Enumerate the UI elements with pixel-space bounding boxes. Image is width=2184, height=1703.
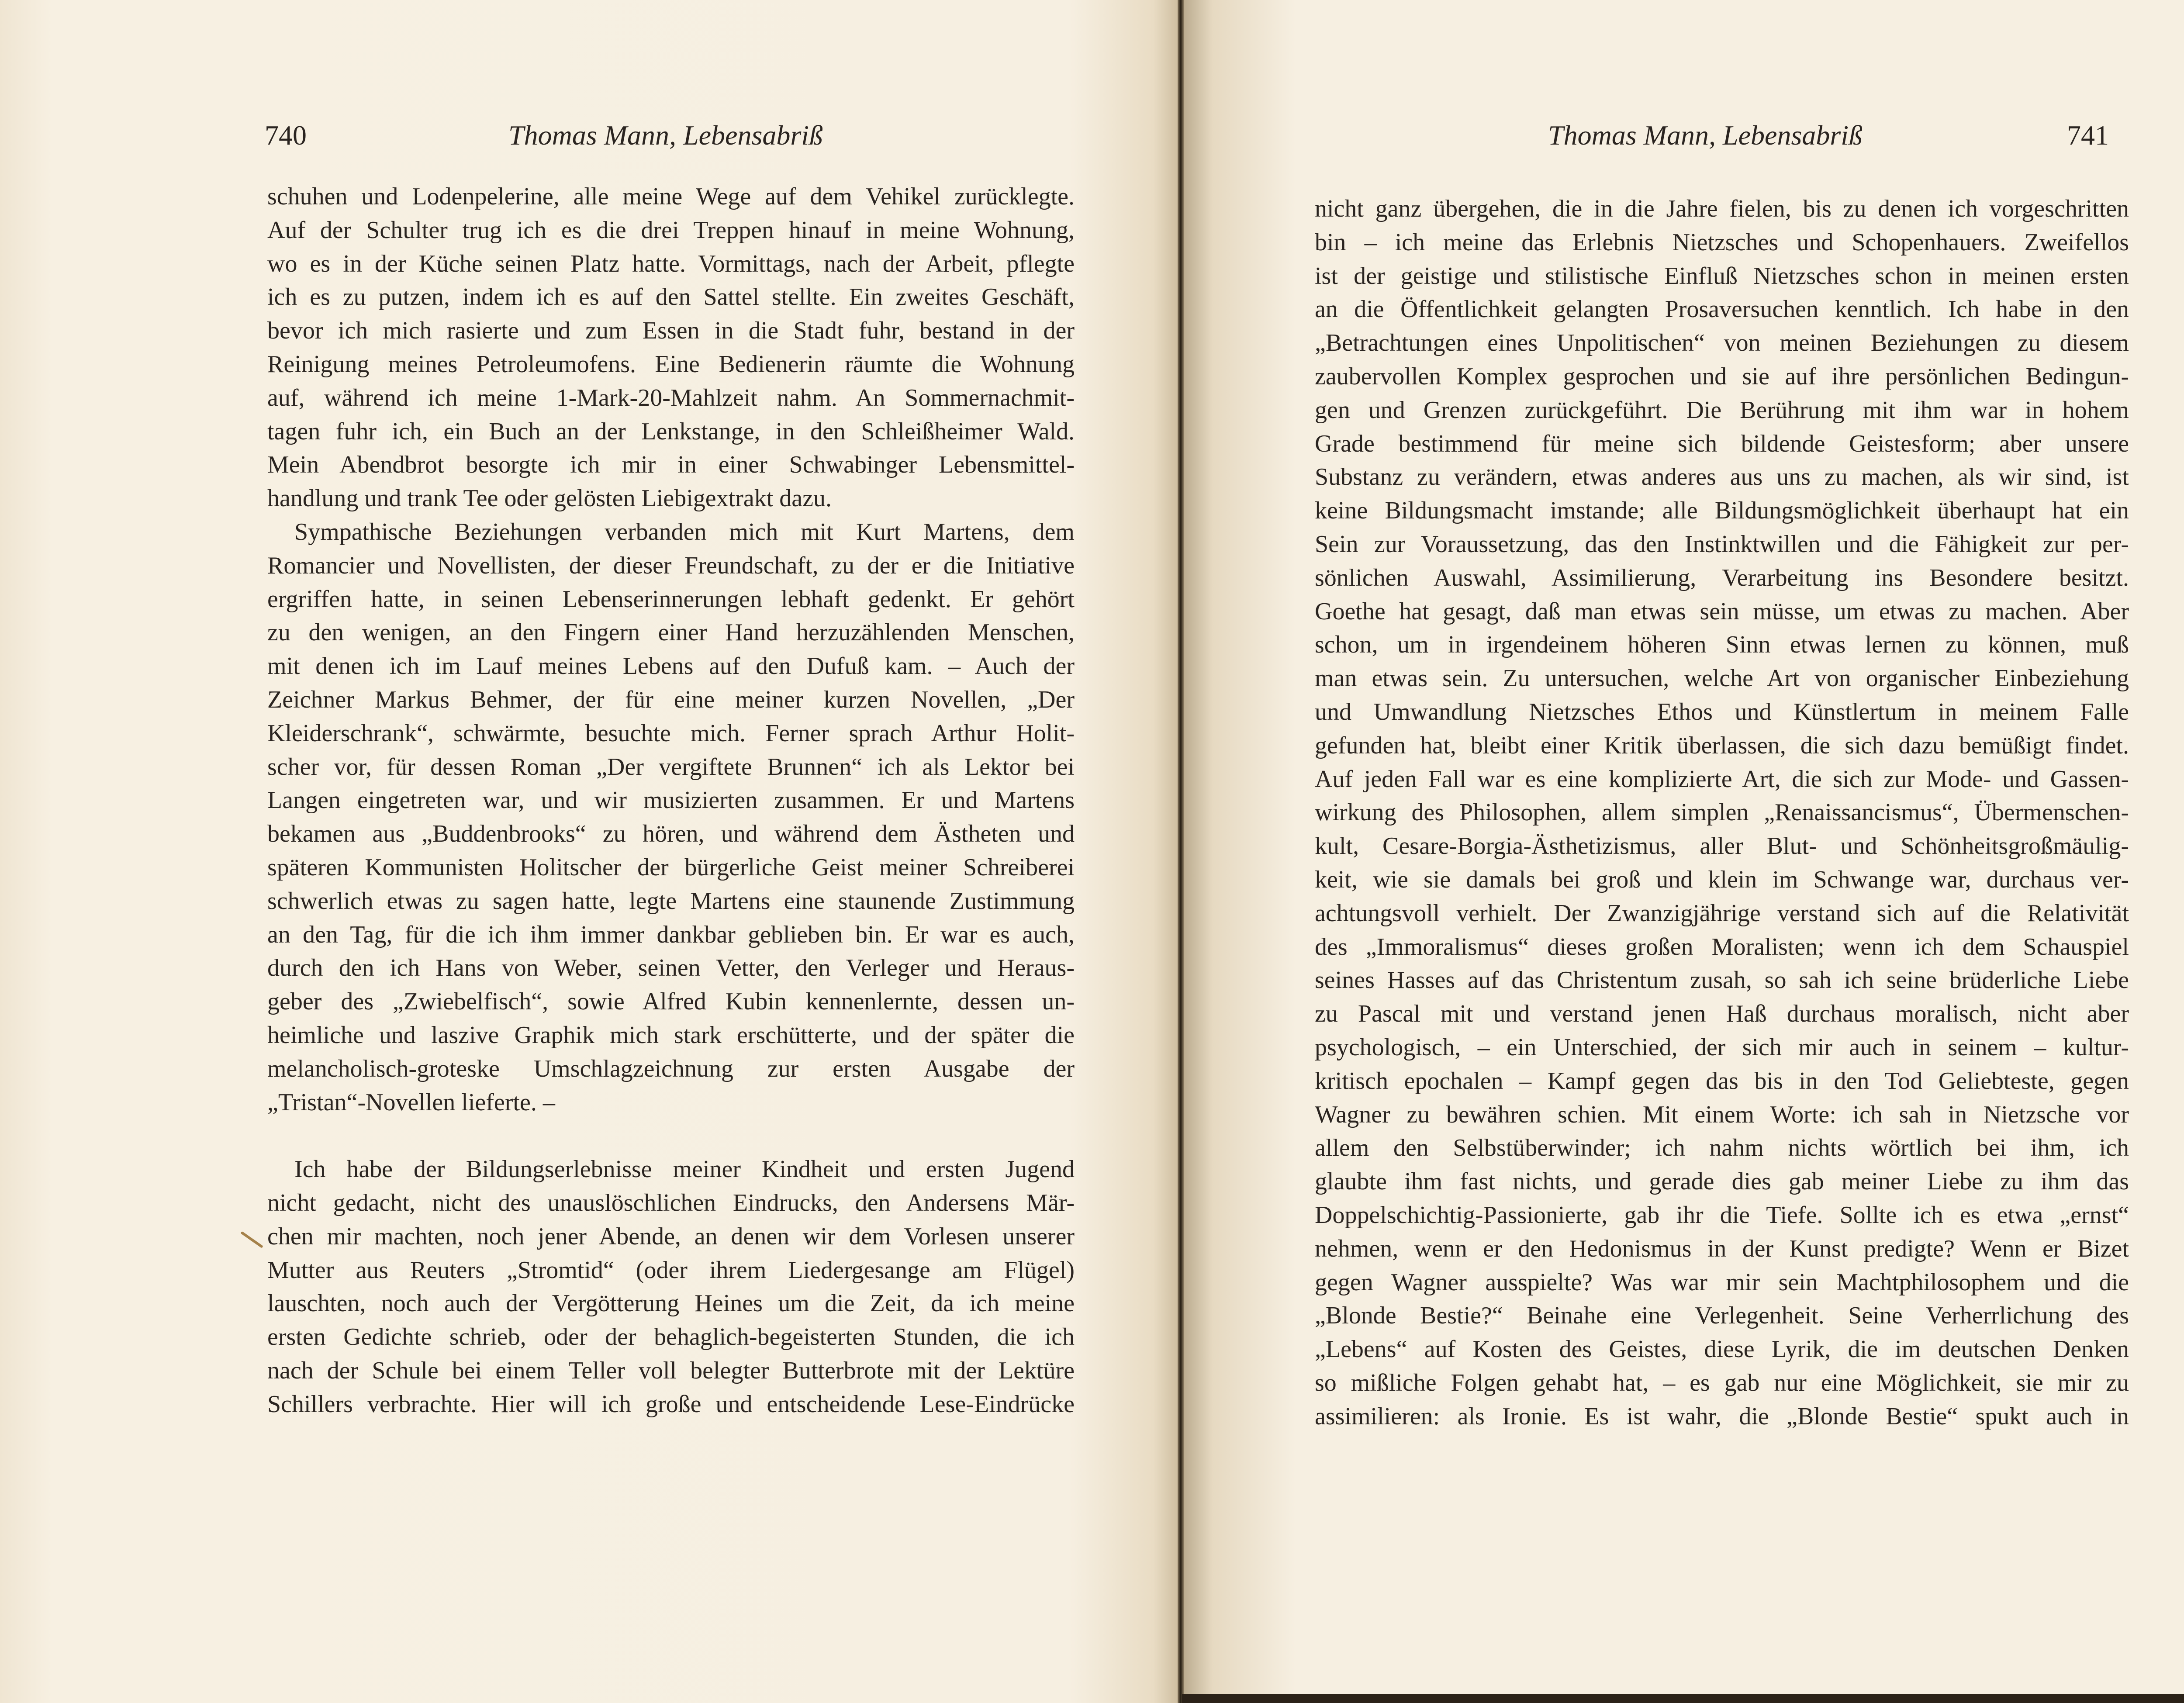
text-line: melancholisch-groteske Umschlagzeichnung zur ersten Ausgabe der [267,1055,1075,1082]
text-line: gegen Wagner ausspielte? Was war mir sein Machtphilosophem und die [1315,1268,2129,1296]
right-page-number: 741 [2067,120,2109,151]
book-gutter [1178,0,1184,1703]
text-line: wirkung des Philosophen, allem simplen „Renaissancismus“, Übermenschen- [1315,799,2129,826]
text-line: zu den wenigen, an den Fingern einer Hand herzuzählenden Menschen, [267,619,1075,646]
text-line: nehmen, wenn er den Hedonismus in der Kunst predigte? Wenn er Bizet [1315,1235,2129,1262]
text-line: Langen eingetreten war, und wir musizierten zusammen. Er und Martens [267,787,1075,814]
text-line: chen mir machten, noch jener Abende, an denen wir dem Vorlesen unserer [267,1223,1075,1250]
text-line: Auf jeden Fall war es eine komplizierte Art, die sich zur Mode- und Gassen- [1315,765,2129,793]
text-line: an die Öffentlichkeit gelangten Prosaversuchen kenntlich. Ich habe in den [1315,296,2129,323]
right-running-title: Thomas Mann, Lebensabriß [1548,120,1863,151]
text-line: Substanz zu verändern, etwas anderes aus uns zu machen, als wir sind, ist [1315,463,2129,491]
text-line: assimilieren: als Ironie. Es ist wahr, die „Blonde Bestie“ spukt auch in [1315,1402,2129,1430]
right-page [1182,0,2184,1703]
text-line: späteren Kommunisten Holitscher der bürgerliche Geist meiner Schreiberei [267,853,1075,881]
text-line: keine Bildungsmacht imstande; alle Bildungsmöglichkeit überhaupt hat ein [1315,497,2129,525]
text-line: Zeichner Markus Behmer, der für eine meiner kurzen Novellen, „Der [267,686,1075,713]
right-body-text [1315,192,2129,1433]
text-line: Sympathische Beziehungen verbanden mich mit Kurt Martens, dem [294,518,1075,546]
text-line: keit, wie sie damals bei groß und klein im Schwange war, durchaus ver- [1315,866,2129,893]
text-line: Auf der Schulter trug ich es die drei Treppen hinauf in meine Wohnung, [267,216,1075,244]
text-line: ersten Gedichte schrieb, oder der behaglich-begeisterten Stunden, die ich [267,1323,1075,1351]
text-line: zaubervollen Komplex gesprochen und sie auf ihre persönlichen Bedingun- [1315,363,2129,390]
text-line: kritisch epochalen – Kampf gegen das bis in den Tod Geliebteste, gegen [1315,1067,2129,1095]
text-line: allem den Selbstüberwinder; ich nahm nichts wörtlich bei ihm, ich [1315,1134,2129,1162]
text-line: bevor ich mich rasierte und zum Essen in die Stadt fuhr, bestand in der [267,317,1075,345]
text-line: Mein Abendbrot besorgte ich mir in einer Schwabinger Lebensmittel- [267,451,1075,479]
text-line: an den Tag, für die ich ihm immer dankbar geblieben bin. Er war es auch, [267,921,1075,948]
text-line: Schillers verbrachte. Hier will ich große und entscheidende Lese-Eindrücke [267,1390,1075,1418]
bottom-edge [1182,1694,2184,1703]
text-line: Reinigung meines Petroleumofens. Eine Bedienerin räumte die Wohnung [267,350,1075,378]
text-line: „Blonde Bestie?“ Beinahe eine Verlegenheit. Seine Verherrlichung des [1315,1302,2129,1330]
text-line: „Betrachtungen eines Unpolitischen“ von meinen Beziehungen zu diesem [1315,329,2129,357]
text-line: schwerlich etwas zu sagen hatte, legte Martens eine staunende Zustimmung [267,887,1075,915]
text-line: „Tristan“-Novellen lieferte. – [267,1088,555,1116]
text-line: Ich habe der Bildungserlebnisse meiner Kindheit und ersten Jugend [294,1156,1075,1183]
text-line: Goethe hat gesagt, daß man etwas sein müsse, um etwas zu machen. Aber [1315,598,2129,625]
text-line: Mutter aus Reuters „Stromtid“ (oder ihrem Liedergesange am Flügel) [267,1256,1075,1284]
text-line: Kleiderschrank“, schwärmte, besuchte mich. Ferner sprach Arthur Holit- [267,719,1075,747]
text-line: nicht gedacht, nicht des unauslöschlichen Eindrucks, den Andersens Mär- [267,1189,1075,1216]
text-line: lauschten, noch auch der Vergötterung Heines um die Zeit, da ich meine [267,1290,1075,1317]
text-line: sönlichen Auswahl, Assimilierung, Verarbeitung ins Besondere besitzt. [1315,564,2129,591]
text-line: Grade bestimmend für meine sich bildende Geistesform; aber unsere [1315,430,2129,457]
text-line: psychologisch, – ein Unterschied, der sich mir auch in seinem – kultur- [1315,1033,2129,1061]
text-line: so mißliche Folgen gehabt hat, – es gab nur eine Möglichkeit, sie mir zu [1315,1369,2129,1396]
pencil-margin-mark [240,1231,263,1248]
text-line: handlung und trank Tee oder gelösten Liebigextrakt dazu. [267,485,832,512]
text-line: und Umwandlung Nietzsches Ethos und Künstlertum in meinem Falle [1315,698,2129,725]
text-line: seines Hasses auf das Christentum zusah, so sah ich seine brüderliche Liebe [1315,967,2129,994]
text-line: zu Pascal mit und verstand jenen Haß durchaus moralisch, nicht aber [1315,1000,2129,1028]
text-line: nach der Schule bei einem Teller voll belegter Butterbrote mit der Lektüre [267,1357,1075,1384]
text-line: gefunden hat, bleibt einer Kritik überlassen, die sich dazu bemüßigt findet. [1315,732,2129,759]
left-running-title: Thomas Mann, Lebensabriß [508,120,823,151]
text-line: kult, Cesare-Borgia-Ästhetizismus, aller Blut- und Schönheitsgroßmäulig- [1315,833,2129,860]
text-line: achtungsvoll verhielt. Der Zwanzigjährige verstand sich auf die Relativität [1315,899,2129,927]
text-line: tagen fuhr ich, ein Buch an der Lenkstange, in den Schleißheimer Wald. [267,418,1075,445]
text-line: bekamen aus „Buddenbrooks“ zu hören, und während dem Ästheten und [267,820,1075,848]
text-line: durch den ich Hans von Weber, seinen Vetter, den Verleger und Heraus- [267,954,1075,982]
text-line: schon, um in irgendeinem höheren Sinn etwas lernen zu können, muß [1315,631,2129,659]
text-line: ergriffen hatte, in seinen Lebenserinnerungen lebhaft gedenkt. Er gehört [267,585,1075,613]
text-line: man etwas sein. Zu untersuchen, welche Art von organischer Einbeziehung [1315,665,2129,692]
text-line: Sein zur Voraussetzung, das den Instinktwillen und die Fähigkeit zur per- [1315,530,2129,558]
left-page-number: 740 [265,120,307,151]
text-line: schuhen und Lodenpelerine, alle meine Wege auf dem Vehikel zurücklegte. [267,183,1075,210]
text-line: Romancier und Novellisten, der dieser Freundschaft, zu der er die Initiative [267,552,1075,579]
text-line: scher vor, für dessen Roman „Der vergiftete Brunnen“ ich als Lektor bei [267,753,1075,781]
text-line: heimliche und laszive Graphik mich stark erschütterte, und der später die [267,1021,1075,1049]
text-line: wo es in der Küche seinen Platz hatte. Vormittags, nach der Arbeit, pflegte [267,250,1075,277]
text-line: des „Immoralismus“ dieses großen Moralisten; wenn ich dem Schauspiel [1315,933,2129,960]
paragraph-gap [267,1119,1075,1153]
text-line: ist der geistige und stilistische Einfluß Nietzsches schon in meinen ersten [1315,262,2129,290]
text-line: auf, während ich meine 1-Mark-20-Mahlzeit nahm. An Sommernachmit- [267,384,1075,411]
text-line: glaubte ihm fast nichts, und gerade dies gab meiner Liebe zu ihm das [1315,1168,2129,1195]
text-line: Wagner zu bewähren schien. Mit einem Worte: ich sah in Nietzsche vor [1315,1101,2129,1128]
text-line: „Lebens“ auf Kosten des Geistes, diese Lyrik, die im deutschen Denken [1315,1336,2129,1363]
text-line: bin – ich meine das Erlebnis Nietzsches und Schopenhauers. Zweifellos [1315,228,2129,256]
text-line: mit denen ich im Lauf meines Lebens auf den Dufuß kam. – Auch der [267,653,1075,680]
text-line: ich es zu putzen, indem ich es auf den Sattel stellte. Ein zweites Geschäft, [267,283,1075,311]
text-line: Doppelschichtig-Passionierte, gab ihr die Tiefe. Sollte ich es etwa „ernst“ [1315,1201,2129,1229]
text-line: gen und Grenzen zurückgeführt. Die Berührung mit ihm war in hohem [1315,396,2129,424]
left-body-text [267,180,1075,1421]
text-line: geber des „Zwiebelfisch“, sowie Alfred Kubin kennenlernte, dessen un- [267,988,1075,1016]
text-line: nicht ganz übergehen, die in die Jahre fielen, bis zu denen ich vorgeschritten [1315,195,2129,222]
